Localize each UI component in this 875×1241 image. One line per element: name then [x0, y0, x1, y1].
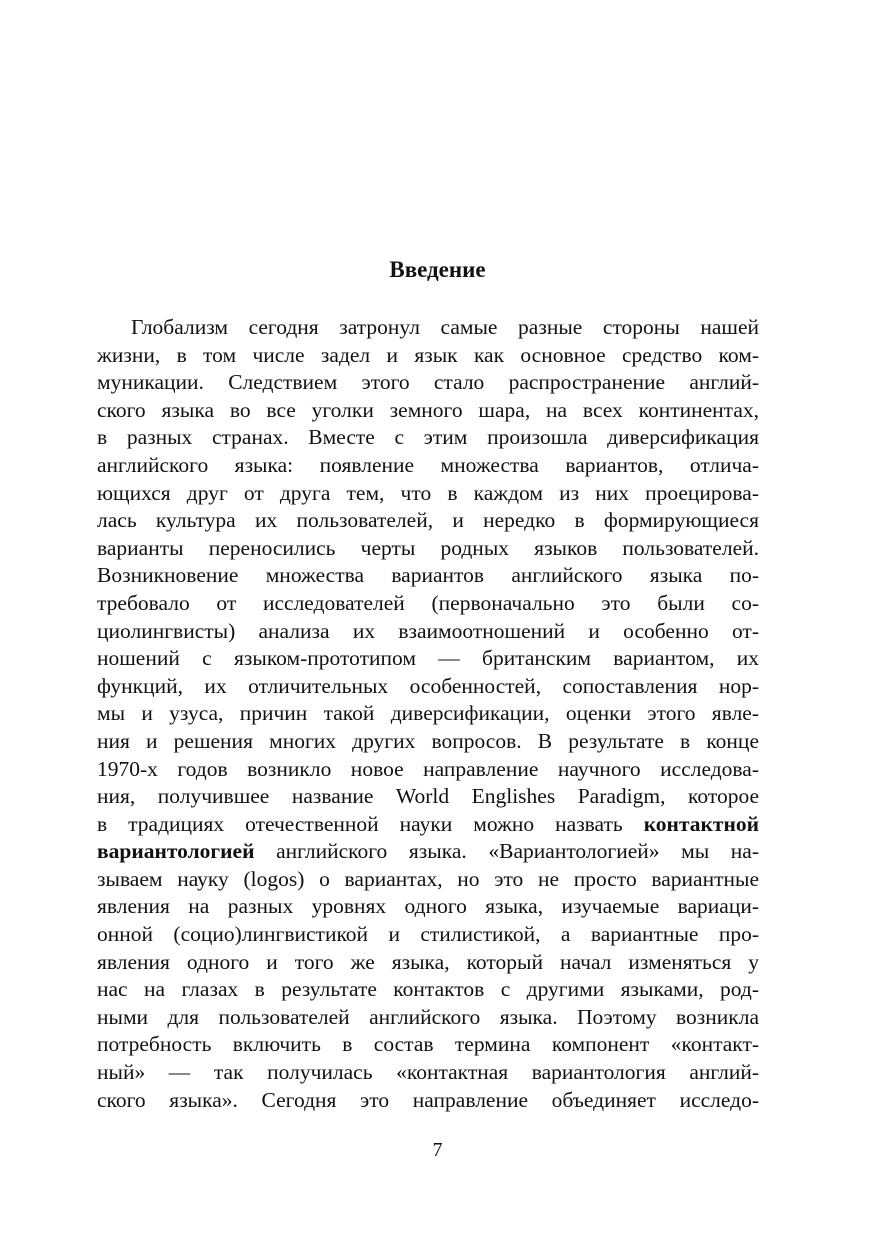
page-number: 7 [432, 1139, 443, 1161]
text-line: циолингвисты) анализа их взаимоотношений и особенно от- [97, 618, 759, 643]
text-line: явления на разных уровнях одного языка, изучаемые вариаци- [97, 894, 759, 919]
text-line: лась культура их пользователей, и нередко в формирующиеся [97, 508, 759, 533]
text-line: ния, получившее название World Englishes Paradigm, которое [97, 784, 759, 809]
text-line: ношений с языком-прототипом — британским вариантом, их [97, 646, 759, 671]
text-line: функций, их отличительных особенностей, сопоставления нор- [97, 673, 759, 698]
text-line: требовало от исследователей (первоначально это были со- [97, 590, 759, 615]
text-line: Глобализм сегодня затронул самые разные стороны нашей [131, 315, 759, 339]
text-line: муникации. Следствием этого стало распространение англий- [97, 370, 759, 395]
text-line: нас на глазах в результате контактов с другими языками, род- [97, 977, 759, 1002]
text-line: в традициях отечественной науки можно назвать контактной [97, 811, 759, 836]
text-line: в разных странах. Вместе с этим произошла диверсификация [97, 425, 759, 450]
text-line: ского языка во все уголки земного шара, на всех континентах, [97, 397, 759, 422]
bold-term: контактной [643, 811, 759, 836]
text-line: ный» — так получилась «контактная вариантология англий- [97, 1060, 759, 1085]
body-paragraph [97, 314, 759, 1114]
text-line: ния и решения многих других вопросов. В результате в конце [97, 728, 759, 753]
text-line: ными для пользователей английского языка. Поэтому возникла [97, 1004, 759, 1029]
text-line: английского языка: появление множества вариантов, отлича- [97, 452, 759, 477]
text-line: мы и узуса, причин такой диверсификации, оценки этого явле- [97, 701, 759, 726]
text-line: ющихся друг от друга тем, что в каждом из них проецирова- [97, 480, 759, 505]
text-line: 1970-х годов возникло новое направление научного исследова- [97, 756, 759, 781]
text-line: явления одного и того же языка, который начал изменяться у [97, 949, 759, 974]
text-line: потребность включить в состав термина компонент «контакт- [97, 1032, 759, 1057]
text-line: ского языка». Сегодня это направление объединяет исследо- [97, 1087, 759, 1112]
text-line: варианты переносились черты родных языков пользователей. [97, 535, 759, 560]
text-line: Возникновение множества вариантов английского языка по- [97, 563, 759, 588]
bold-term: вариантологией [97, 839, 255, 864]
text-line: онной (социо)лингвистикой и стилистикой, а вариантные про- [97, 922, 759, 947]
page-title: Введение [389, 257, 486, 282]
text-line: вариантологией английского языка. «Вариантологией» мы на- [97, 839, 759, 864]
text-line: жизни, в том числе задел и язык как основное средство ком- [97, 342, 759, 367]
text-line: зываем науку (logos) о вариантах, но это не просто вариантные [97, 866, 759, 891]
